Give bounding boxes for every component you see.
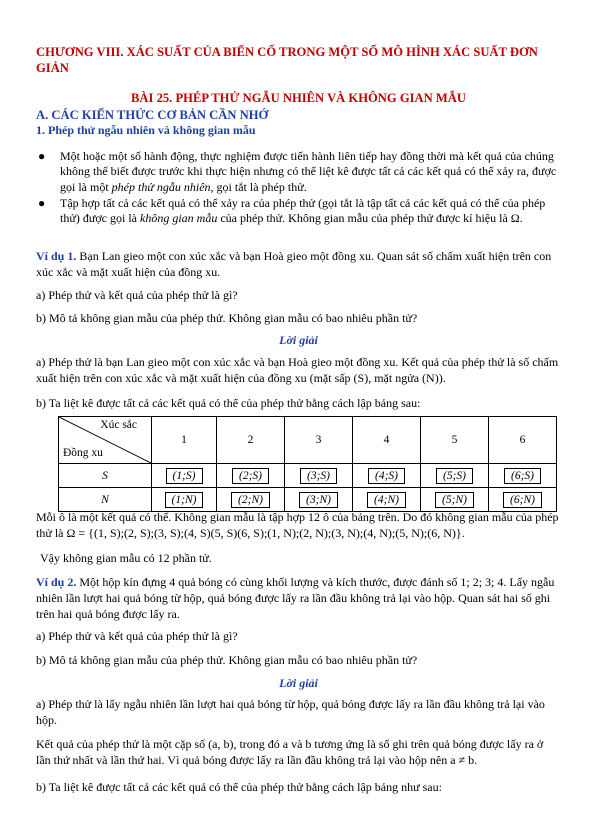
- example-label: Ví dụ 2.: [36, 575, 77, 589]
- sample-space-statement: Mỗi ô là một kết quả có thể. Không gian mẫu là tập hợp 12 ô của bảng trên. Do đó không gian mẫu của phép thử là Ω = {(1, S);(2, S);(3, S);(4, S)(5, S)(6, S);(1, N);(2, N);(3, N);(4, N);(5, N);(6, N)}.: [36, 510, 559, 540]
- example-2-answer-a: a) Phép thử là lấy ngẫu nhiên lần lượt hai quả bóng từ hộp, quả bóng được lấy ra lần đầu không trả lại vào hộp.: [36, 697, 545, 727]
- example-1-solution-heading: Lời giải: [279, 333, 318, 347]
- table-cell: (5;N): [421, 488, 489, 512]
- bullet-text: Một hoặc một số hành động, thực nghiệm được tiến hành liên tiếp hay đồng thời mà kết quả của chúng không thể biết được trước khi thực hiện nhưng có thể liệt kê được tất cả các kết quả có thể xảy ra, được gọi là một: [60, 149, 557, 194]
- table-col-header: 2: [217, 417, 285, 464]
- table-col-header: 5: [421, 417, 489, 464]
- bullet-text: của phép thử. Không gian mẫu của phép thử được kí hiệu là Ω.: [217, 211, 523, 226]
- example-text: Một hộp kín đựng 4 quả bóng có cùng khối lượng và kích thước, được đánh số 1; 2; 3; 4. Lấy ngẫu nhiên lần lượt hai quả bóng từ hộp, quả bóng được lấy ra lần đầu không trả lại vào hộp. Quan sát hai số ghi trên hai quả bóng được lấy ra.: [36, 575, 555, 621]
- table-corner-header: [59, 417, 152, 464]
- example-1-question-b: b) Mô tả không gian mẫu của phép thử. Không gian mẫu có bao nhiêu phần tử?: [36, 311, 418, 325]
- lesson-title: BÀI 25. PHÉP THỬ NGẪU NHIÊN VÀ KHÔNG GIAN MẪU: [131, 91, 466, 105]
- example-1-statement: [36, 248, 560, 280]
- bullet-item-2: [38, 196, 558, 227]
- table-col-header: 4: [353, 417, 421, 464]
- example-1-question-a: a) Phép thử và kết quả của phép thử là gì?: [36, 288, 238, 302]
- table-cell: (5;S): [421, 464, 489, 488]
- table-row-axis-label: Đồng xu: [63, 447, 103, 459]
- bullet-text: , gọi tắt là phép thử.: [210, 179, 307, 194]
- table-col-header: 6: [489, 417, 557, 464]
- table-cell: (4;S): [353, 464, 421, 488]
- table-cell: (1;N): [152, 488, 217, 512]
- table-cell: (2;N): [217, 488, 285, 512]
- table-row: [59, 464, 557, 488]
- bullet-icon: ●: [38, 149, 46, 163]
- table-cell: (3;N): [285, 488, 353, 512]
- outcome-table: [58, 416, 557, 512]
- table-cell: (6;S): [489, 464, 557, 488]
- example-2-question-a: a) Phép thử và kết quả của phép thử là gì?: [36, 629, 238, 643]
- table-col-header: 3: [285, 417, 353, 464]
- table-row-header: N: [59, 488, 152, 512]
- example-2-question-b: b) Mô tả không gian mẫu của phép thử. Không gian mẫu có bao nhiêu phần tử?: [36, 653, 418, 667]
- table-cell: (1;S): [152, 464, 217, 488]
- example-2-answer-a-detail: Kết quả của phép thử là một cặp số (a, b), trong đó a và b tương ứng là số ghi trên quả bóng được lấy ra ở lần thứ nhất và lần thứ hai. Vì quả bóng được lấy ra lần đầu không trả lại vào hộp nên a ≠ b.: [36, 737, 544, 767]
- section-a-heading: A. CÁC KIẾN THỨC CƠ BẢN CẦN NHỚ: [36, 108, 269, 122]
- chapter-title: CHƯƠNG VIII. XÁC SUẤT CỦA BIẾN CỐ TRONG MỘT SỐ MÔ HÌNH XÁC SUẤT ĐƠN GIẢN: [36, 45, 538, 75]
- table-col-header: 1: [152, 417, 217, 464]
- table-cell: (4;N): [353, 488, 421, 512]
- bullet-icon: ●: [38, 196, 46, 210]
- example-1-answer-b: b) Ta liệt kê được tất cả các kết quả có thể của phép thử bằng cách lập bảng sau:: [36, 396, 421, 410]
- table-row-header: S: [59, 464, 152, 488]
- table-cell: (3;S): [285, 464, 353, 488]
- example-2-solution-heading: Lời giải: [279, 676, 318, 690]
- table-row: [59, 488, 557, 512]
- bullet-emphasis: không gian mẫu: [140, 211, 218, 226]
- example-text: Bạn Lan gieo một con xúc xắc và bạn Hoà gieo một đồng xu. Quan sát số chấm xuất hiện trên con xúc xắc và mặt xuất hiện của đồng xu.: [36, 249, 552, 279]
- example-2-answer-b: b) Ta liệt kê được tất cả các kết quả có thể của phép thử bằng cách lập bảng như sau:: [36, 780, 442, 794]
- table-cell: (6;N): [489, 488, 557, 512]
- table-col-axis-label: Xúc sắc: [100, 419, 137, 431]
- bullet-text: Tập hợp tất cả các kết quả có thể xảy ra của phép thử (gọi tắt là tập tất cả các kết quả có thể của phép thử) được gọi là: [60, 196, 546, 226]
- example-2-statement: [36, 574, 560, 622]
- example-1-answer-a: a) Phép thử là bạn Lan gieo một con xúc xắc và bạn Hoà gieo một đồng xu. Kết quả của phép thử là số chấm xuất hiện trên con xúc xắc và mặt xuất hiện của đồng xu (mặt sấp (S), mặt ngửa (N)).: [36, 355, 559, 385]
- bullet-emphasis: phép thử ngẫu nhiên: [111, 179, 211, 194]
- example-label: Ví dụ 1.: [36, 249, 77, 263]
- example-1-conclusion: Vậy không gian mẫu có 12 phần tử.: [40, 551, 212, 565]
- bullet-item-1: [38, 149, 558, 195]
- table-cell: (2;S): [217, 464, 285, 488]
- section-1-heading: 1. Phép thử ngẫu nhiên và không gian mẫu: [36, 123, 256, 137]
